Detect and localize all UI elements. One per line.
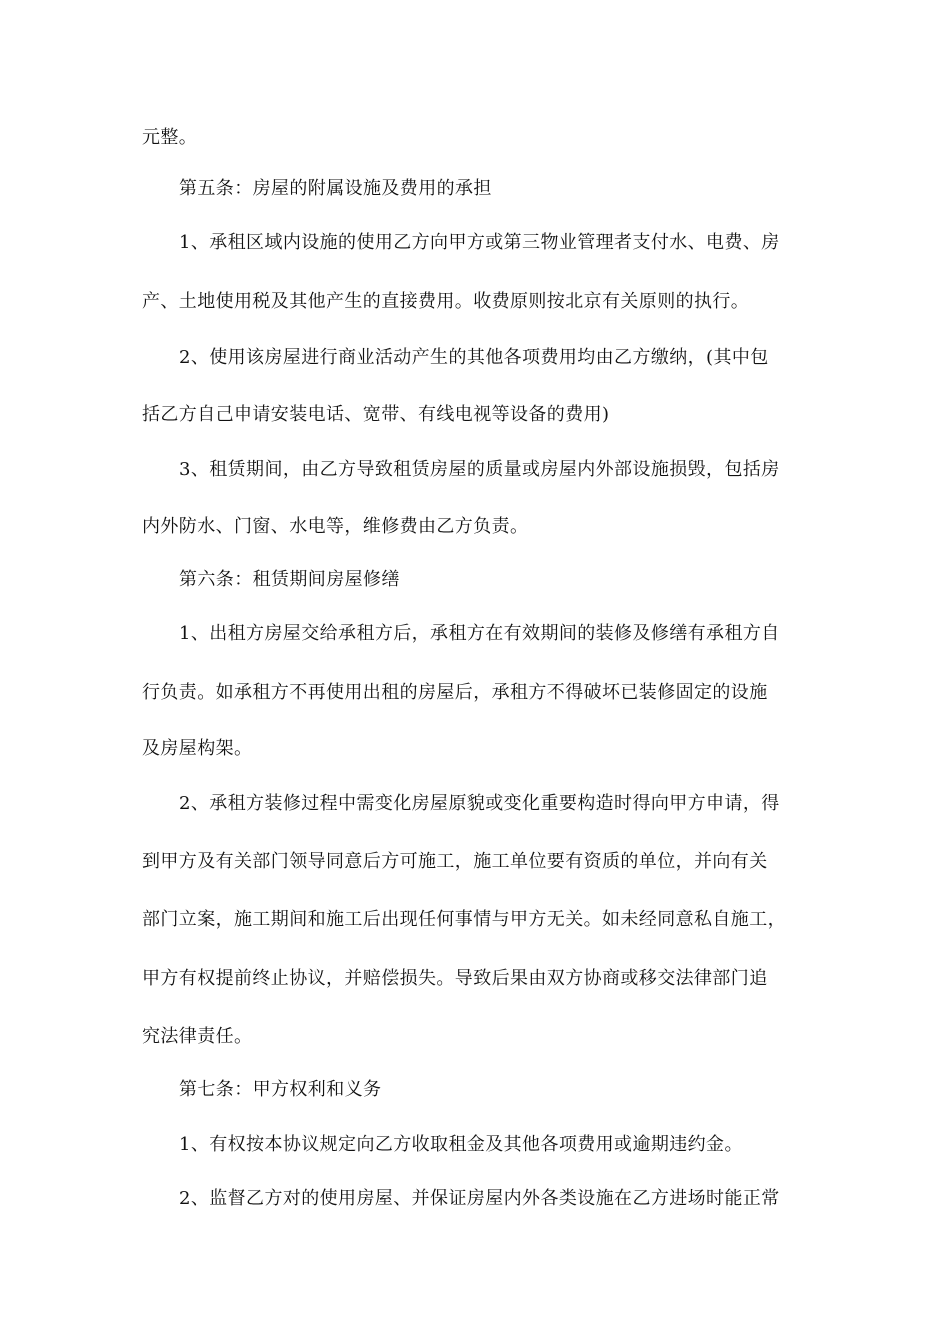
text-line: 2、承租方装修过程中需变化房屋原貌或变化重要构造时得向甲方申请，得 [179,793,780,814]
text-line: 甲方有权提前终止协议，并赔偿损失。导致后果由双方协商或移交法律部门追 [142,968,768,989]
text-line: 行负责。如承租方不再使用出租的房屋后，承租方不得破坏已装修固定的设施 [142,682,768,703]
text-line: 括乙方自己申请安装电话、宽带、有线电视等设备的费用) [142,404,610,425]
text-line: 2、监督乙方对的使用房屋、并保证房屋内外各类设施在乙方进场时能正常 [179,1188,780,1209]
text-line: 2、使用该房屋进行商业活动产生的其他各项费用均由乙方缴纳，(其中包 [179,347,769,368]
text-line: 内外防水、门窗、水电等，维修费由乙方负责。 [142,516,529,537]
text-line: 究法律责任。 [142,1026,253,1047]
section-heading-5: 第五条：房屋的附属设施及费用的承担 [179,178,492,199]
section-heading-7: 第七条：甲方权利和义务 [179,1079,382,1100]
text-line: 产、土地使用税及其他产生的直接费用。收费原则按北京有关原则的执行。 [142,291,750,312]
text-line: 部门立案，施工期间和施工后出现任何事情与甲方无关。如未经同意私自施工， [142,909,786,930]
text-line: 3、租赁期间，由乙方导致租赁房屋的质量或房屋内外部设施损毁，包括房 [179,459,780,480]
text-line: 1、有权按本协议规定向乙方收取租金及其他各项费用或逾期违约金。 [179,1134,743,1155]
text-line: 1、承租区域内设施的使用乙方向甲方或第三物业管理者支付水、电费、房 [179,232,780,253]
text-line: 元整。 [142,127,198,148]
section-heading-6: 第六条：租赁期间房屋修缮 [179,569,400,590]
text-line: 及房屋构架。 [142,738,253,759]
text-line: 到甲方及有关部门领导同意后方可施工，施工单位要有资质的单位，并向有关 [142,851,768,872]
text-line: 1、出租方房屋交给承租方后，承租方在有效期间的装修及修缮有承租方自 [179,623,780,644]
